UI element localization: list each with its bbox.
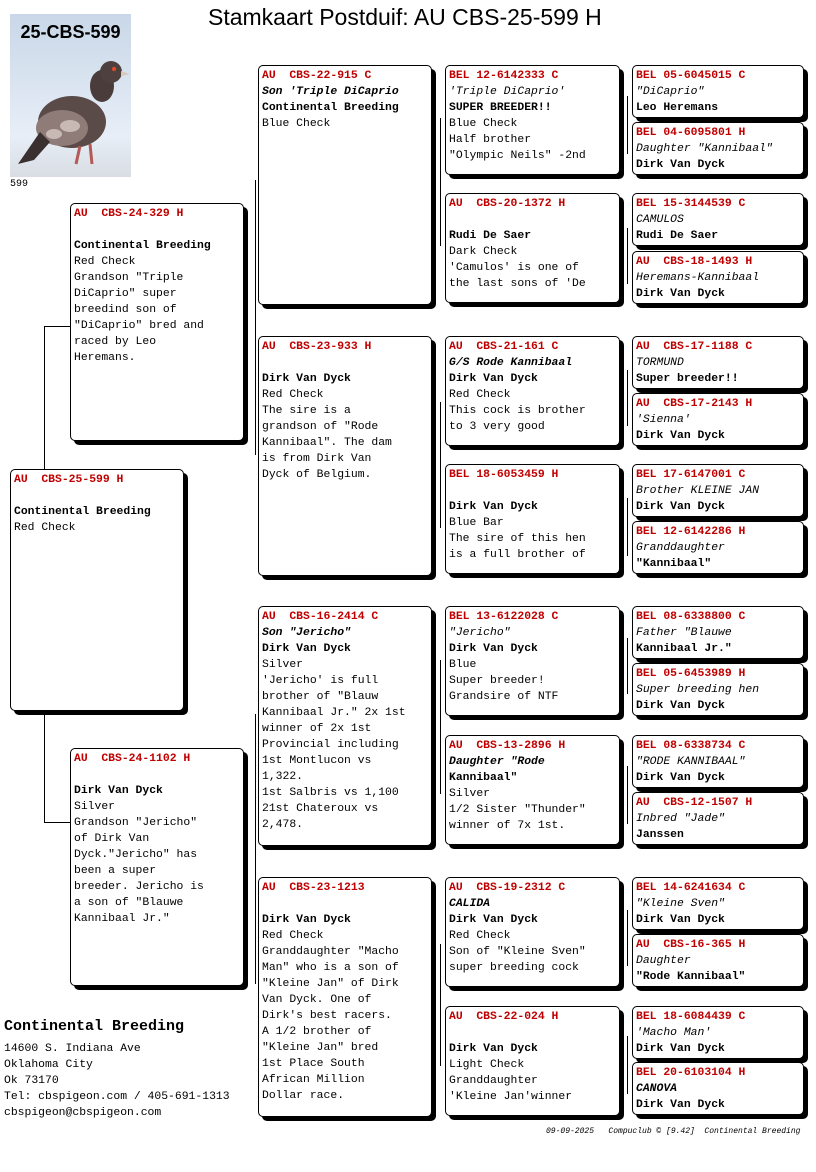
card-line: Granddaughter "Macho xyxy=(262,946,399,958)
card-line: super breeding cock xyxy=(449,962,579,974)
card-line: Rudi De Saer xyxy=(449,230,532,242)
ring-number: AU CBS-23-1213 xyxy=(262,882,365,894)
card-line: Daughter "Rode xyxy=(449,756,545,768)
ring-number: AU CBS-24-1102 H xyxy=(74,753,191,765)
card-line: African Million xyxy=(262,1074,365,1086)
ring-number: BEL 05-6045015 C xyxy=(636,70,746,82)
card-line: 1st Salbris vs 1,100 xyxy=(262,787,399,799)
card-line: Son of "Kleine Sven" xyxy=(449,946,586,958)
ring-number: AU CBS-20-1372 H xyxy=(449,198,566,210)
pedigree-card-g3[interactable] xyxy=(632,193,804,246)
connector-line xyxy=(255,714,256,984)
photo-caption: 599 xyxy=(10,179,29,190)
card-line: Dirk Van Dyck xyxy=(449,1043,538,1055)
card-line: the last sons of 'De xyxy=(449,278,586,290)
card-line: Dirk Van Dyck xyxy=(262,643,351,655)
card-line: Dirk Van Dyck xyxy=(449,914,538,926)
ring-number: AU CBS-17-2143 H xyxy=(636,398,753,410)
card-line: 1/2 Sister "Thunder" xyxy=(449,804,586,816)
connector-line xyxy=(627,228,628,284)
pedigree-card-g10[interactable] xyxy=(632,663,804,716)
pedigree-card-sire-sire[interactable] xyxy=(258,65,432,305)
card-line: Continental Breeding xyxy=(14,506,151,518)
ring-number: BEL 12-6142333 C xyxy=(449,70,559,82)
breeder-phone: Tel: cbspigeon.com / 405-691-1313 xyxy=(4,1091,230,1103)
card-line: Dyck."Jericho" has xyxy=(74,849,198,861)
pedigree-card-ssd[interactable] xyxy=(445,193,620,303)
pedigree-card-g5[interactable] xyxy=(632,336,804,389)
card-line xyxy=(449,212,616,228)
card-line: Dirk Van Dyck xyxy=(636,159,725,171)
pedigree-card-dss[interactable] xyxy=(445,606,620,716)
card-line: Man" who is a son of xyxy=(262,962,399,974)
card-line: Rudi De Saer xyxy=(636,230,719,242)
card-line: Janssen xyxy=(636,829,684,841)
card-line: Grandsire of NTF xyxy=(449,691,559,703)
breeder-address: 14600 S. Indiana Ave xyxy=(4,1043,141,1055)
card-line xyxy=(74,767,240,783)
card-line: Dirk Van Dyck xyxy=(74,785,163,797)
ring-number: AU CBS-22-915 C xyxy=(262,70,372,82)
card-line: Dollar race. xyxy=(262,1090,345,1102)
card-line: brother of "Blauw xyxy=(262,691,379,703)
connector-line xyxy=(627,370,628,426)
ring-number: AU CBS-19-2312 C xyxy=(449,882,566,894)
card-line: Dirk Van Dyck xyxy=(636,772,725,784)
card-line: Dirk Van Dyck xyxy=(449,501,538,513)
connector-line xyxy=(44,326,45,471)
card-line: 1st Montlucon vs xyxy=(262,755,372,767)
card-line: winner of 7x 1st. xyxy=(449,820,566,832)
ring-number: BEL 15-3144539 C xyxy=(636,198,746,210)
pedigree-card-g2[interactable] xyxy=(632,122,804,175)
ring-number: BEL 20-6103104 H xyxy=(636,1067,746,1079)
card-line xyxy=(262,896,428,912)
ring-number: BEL 14-6241634 C xyxy=(636,882,746,894)
pedigree-card-dam[interactable] xyxy=(70,748,244,986)
pedigree-card-g8[interactable] xyxy=(632,521,804,574)
card-line: Red Check xyxy=(449,389,511,401)
ring-number: BEL 08-6338734 C xyxy=(636,740,746,752)
card-line: Red Check xyxy=(262,930,324,942)
card-line: Daughter xyxy=(636,955,691,967)
card-line: This cock is brother xyxy=(449,405,586,417)
card-line: "DiCaprio" xyxy=(636,86,705,98)
card-line: Kannibaal". The dam xyxy=(262,437,392,449)
card-line: Red Check xyxy=(74,256,136,268)
connector-line xyxy=(44,822,71,823)
ring-number: AU CBS-23-933 H xyxy=(262,341,372,353)
pedigree-card-g7[interactable] xyxy=(632,464,804,517)
pedigree-card-g6[interactable] xyxy=(632,393,804,446)
card-line: Dirk Van Dyck xyxy=(449,373,538,385)
card-line xyxy=(262,355,428,371)
pedigree-card-g16[interactable] xyxy=(632,1062,804,1115)
card-line: Red Check xyxy=(262,389,324,401)
card-line: A 1/2 brother of xyxy=(262,1026,372,1038)
card-line: Brother KLEINE JAN xyxy=(636,485,760,497)
card-line xyxy=(74,222,240,238)
card-line: Blue xyxy=(449,659,477,671)
card-line: "RODE KANNIBAAL" xyxy=(636,756,746,768)
ring-number: AU CBS-21-161 C xyxy=(449,341,559,353)
card-line: Dirk Van Dyck xyxy=(636,914,725,926)
connector-line xyxy=(440,402,441,528)
connector-line xyxy=(627,1036,628,1094)
ring-number: AU CBS-24-329 H xyxy=(74,208,184,220)
card-line: been a super xyxy=(74,865,157,877)
card-line: Grandson "Jericho" xyxy=(74,817,198,829)
connector-line xyxy=(627,498,628,556)
card-line: G/S Rode Kannibaal xyxy=(449,357,573,369)
pedigree-card-sds[interactable] xyxy=(445,336,620,446)
card-line: The sire is a xyxy=(262,405,351,417)
card-line: Dirk Van Dyck xyxy=(636,501,725,513)
card-line: Continental Breeding xyxy=(262,102,399,114)
page-title: Stamkaart Postduif: AU CBS-25-599 H xyxy=(208,4,602,30)
connector-line xyxy=(44,712,45,823)
card-line xyxy=(449,483,616,499)
card-line: Father "Blauwe xyxy=(636,627,732,639)
card-line: breeder. Jericho is xyxy=(74,881,204,893)
card-line: Dirk Van Dyck xyxy=(636,700,725,712)
card-line: Kannibaal Jr." xyxy=(636,643,732,655)
ring-number: AU CBS-12-1507 H xyxy=(636,797,753,809)
card-line: Dirk Van Dyck xyxy=(636,430,725,442)
ring-number: AU CBS-16-2414 C xyxy=(262,611,379,623)
card-line: raced by Leo xyxy=(74,336,157,348)
pedigree-card-g12[interactable] xyxy=(632,792,804,845)
pedigree-card-dam-sire[interactable] xyxy=(258,606,432,846)
breeder-city: Oklahoma City xyxy=(4,1059,93,1071)
card-line: 2,478. xyxy=(262,819,304,831)
card-line: Super breeding hen xyxy=(636,684,760,696)
pedigree-card-g13[interactable] xyxy=(632,877,804,930)
card-line: Silver xyxy=(74,801,116,813)
connector-line xyxy=(440,118,441,246)
card-line: is from Dirk Van xyxy=(262,453,372,465)
breeder-email: cbspigeon@cbspigeon.com xyxy=(4,1107,162,1119)
card-line: "Kannibaal" xyxy=(636,558,712,570)
connector-line xyxy=(440,660,441,794)
card-line: Blue Bar xyxy=(449,517,504,529)
breeder-state: Ok 73170 xyxy=(4,1075,59,1087)
ring-number: AU CBS-13-2896 H xyxy=(449,740,566,752)
ring-number: AU CBS-25-599 H xyxy=(14,474,124,486)
card-line: 'Triple DiCaprio' xyxy=(449,86,566,98)
card-line: SUPER BREEDER!! xyxy=(449,102,552,114)
card-line: Granddaughter xyxy=(449,1075,538,1087)
connector-line xyxy=(255,180,256,455)
card-line: Dirk Van Dyck xyxy=(262,373,351,385)
card-line: "DiCaprio" bred and xyxy=(74,320,204,332)
card-line: to 3 very good xyxy=(449,421,545,433)
card-line: Continental Breeding xyxy=(74,240,211,252)
card-line: CANOVA xyxy=(636,1083,678,1095)
pedigree-card-sire[interactable] xyxy=(70,203,244,441)
card-line: a son of "Blauwe xyxy=(74,897,184,909)
card-line: 21st Chateroux vs xyxy=(262,803,379,815)
card-line: Heremans-Kannibaal xyxy=(636,272,760,284)
pedigree-card-sss[interactable] xyxy=(445,65,620,175)
pigeon-photo xyxy=(10,14,131,177)
photo-label: 25-CBS-599 xyxy=(20,22,121,42)
card-line: "Kleine Sven" xyxy=(636,898,725,910)
card-line: "Rode Kannibaal" xyxy=(636,971,746,983)
card-line: Silver xyxy=(262,659,304,671)
card-line: Dirk Van Dyck xyxy=(636,1043,725,1055)
pedigree-card-ddd[interactable] xyxy=(445,1006,620,1116)
pedigree-card-g1[interactable] xyxy=(632,65,804,118)
card-line: CAMULOS xyxy=(636,214,684,226)
card-line: "Kleine Jan" of Dirk xyxy=(262,978,399,990)
pedigree-card-sdd[interactable] xyxy=(445,464,620,574)
card-line: is a full brother of xyxy=(449,549,586,561)
card-line: Dark Check xyxy=(449,246,518,258)
card-line: Grandson "Triple xyxy=(74,272,184,284)
card-line: TORMUND xyxy=(636,357,684,369)
pedigree-card-g4[interactable] xyxy=(632,251,804,304)
pedigree-card-dds[interactable] xyxy=(445,877,620,987)
breeder-name: Continental Breeding xyxy=(4,1018,185,1035)
connector-line xyxy=(627,638,628,694)
ring-number: BEL 05-6453989 H xyxy=(636,668,746,680)
card-line: Kannibaal Jr." xyxy=(74,913,170,925)
pedigree-card-g14[interactable] xyxy=(632,934,804,987)
card-line: CALIDA xyxy=(449,898,491,910)
card-line: Kannibaal Jr." 2x 1st xyxy=(262,707,406,719)
card-line: Leo Heremans xyxy=(636,102,719,114)
card-line: "Kleine Jan" bred xyxy=(262,1042,379,1054)
ring-number: AU CBS-22-024 H xyxy=(449,1011,559,1023)
ring-number: AU CBS-16-365 H xyxy=(636,939,746,951)
card-line: DiCaprio" super xyxy=(74,288,177,300)
connector-line xyxy=(627,766,628,824)
ring-number: BEL 18-6053459 H xyxy=(449,469,559,481)
ring-number: AU CBS-17-1188 C xyxy=(636,341,753,353)
card-line: Van Dyck. One of xyxy=(262,994,372,1006)
card-line: Light Check xyxy=(449,1059,525,1071)
ring-number: BEL 08-6338800 C xyxy=(636,611,746,623)
card-line xyxy=(14,488,180,504)
card-line: Super breeder! xyxy=(449,675,545,687)
card-line: of Dirk Van xyxy=(74,833,150,845)
card-line xyxy=(449,1025,616,1041)
card-line: Son 'Triple DiCaprio xyxy=(262,86,399,98)
card-line: "Jericho" xyxy=(449,627,511,639)
card-line: "Olympic Neils" -2nd xyxy=(449,150,586,162)
pedigree-card-dam-dam[interactable] xyxy=(258,877,432,1117)
card-line: 'Macho Man' xyxy=(636,1027,712,1039)
pedigree-card-subject[interactable] xyxy=(10,469,184,711)
card-line: breedind son of xyxy=(74,304,177,316)
ring-number: BEL 04-6095801 H xyxy=(636,127,746,139)
card-line: 1,322. xyxy=(262,771,304,783)
pedigree-card-g9[interactable] xyxy=(632,606,804,659)
breeder-info xyxy=(4,1018,230,1121)
card-line: Dirk Van Dyck xyxy=(636,1099,725,1111)
connector-line xyxy=(440,944,441,1066)
card-line: Daughter "Kannibaal" xyxy=(636,143,773,155)
card-line: The sire of this hen xyxy=(449,533,586,545)
ring-number: AU CBS-18-1493 H xyxy=(636,256,753,268)
footer-note: 09-09-2025 Compuclub © [9.42] Continental Breeding xyxy=(546,1127,801,1136)
card-line: winner of 2x 1st xyxy=(262,723,372,735)
ring-number: BEL 18-6084439 C xyxy=(636,1011,746,1023)
ring-number: BEL 12-6142286 H xyxy=(636,526,746,538)
card-line: Kannibaal" xyxy=(449,772,518,784)
pedigree-card-g11[interactable] xyxy=(632,735,804,788)
card-line: Dirk Van Dyck xyxy=(449,643,538,655)
ring-number: BEL 17-6147001 C xyxy=(636,469,746,481)
pedigree-card-dsd[interactable] xyxy=(445,735,620,845)
card-line: Dirk Van Dyck xyxy=(262,914,351,926)
card-line: Blue Check xyxy=(262,118,331,130)
connector-line xyxy=(627,96,628,154)
card-line: Dyck of Belgium. xyxy=(262,469,372,481)
card-line: grandson of "Rode xyxy=(262,421,379,433)
card-line: Inbred "Jade" xyxy=(636,813,725,825)
card-line: Granddaughter xyxy=(636,542,725,554)
connector-line xyxy=(44,326,71,327)
ring-number: BEL 13-6122028 C xyxy=(449,611,559,623)
card-line: Heremans. xyxy=(74,352,136,364)
card-line: 1st Place South xyxy=(262,1058,365,1070)
card-line: 'Camulos' is one of xyxy=(449,262,579,274)
card-line: Super breeder!! xyxy=(636,373,739,385)
card-line: Silver xyxy=(449,788,491,800)
card-line: 'Sienna' xyxy=(636,414,691,426)
pedigree-card-g15[interactable] xyxy=(632,1006,804,1059)
card-line: Red Check xyxy=(449,930,511,942)
card-line: Son "Jericho" xyxy=(262,627,351,639)
card-line: Dirk's best racers. xyxy=(262,1010,392,1022)
pedigree-card-sire-dam[interactable] xyxy=(258,336,432,576)
card-line: Red Check xyxy=(14,522,76,534)
connector-line xyxy=(627,910,628,966)
card-line: Blue Check xyxy=(449,118,518,130)
card-line: Dirk Van Dyck xyxy=(636,288,725,300)
card-line: Half brother xyxy=(449,134,532,146)
card-line: 'Kleine Jan'winner xyxy=(449,1091,573,1103)
card-line: 'Jericho' is full xyxy=(262,675,379,687)
card-line: Provincial including xyxy=(262,739,399,751)
